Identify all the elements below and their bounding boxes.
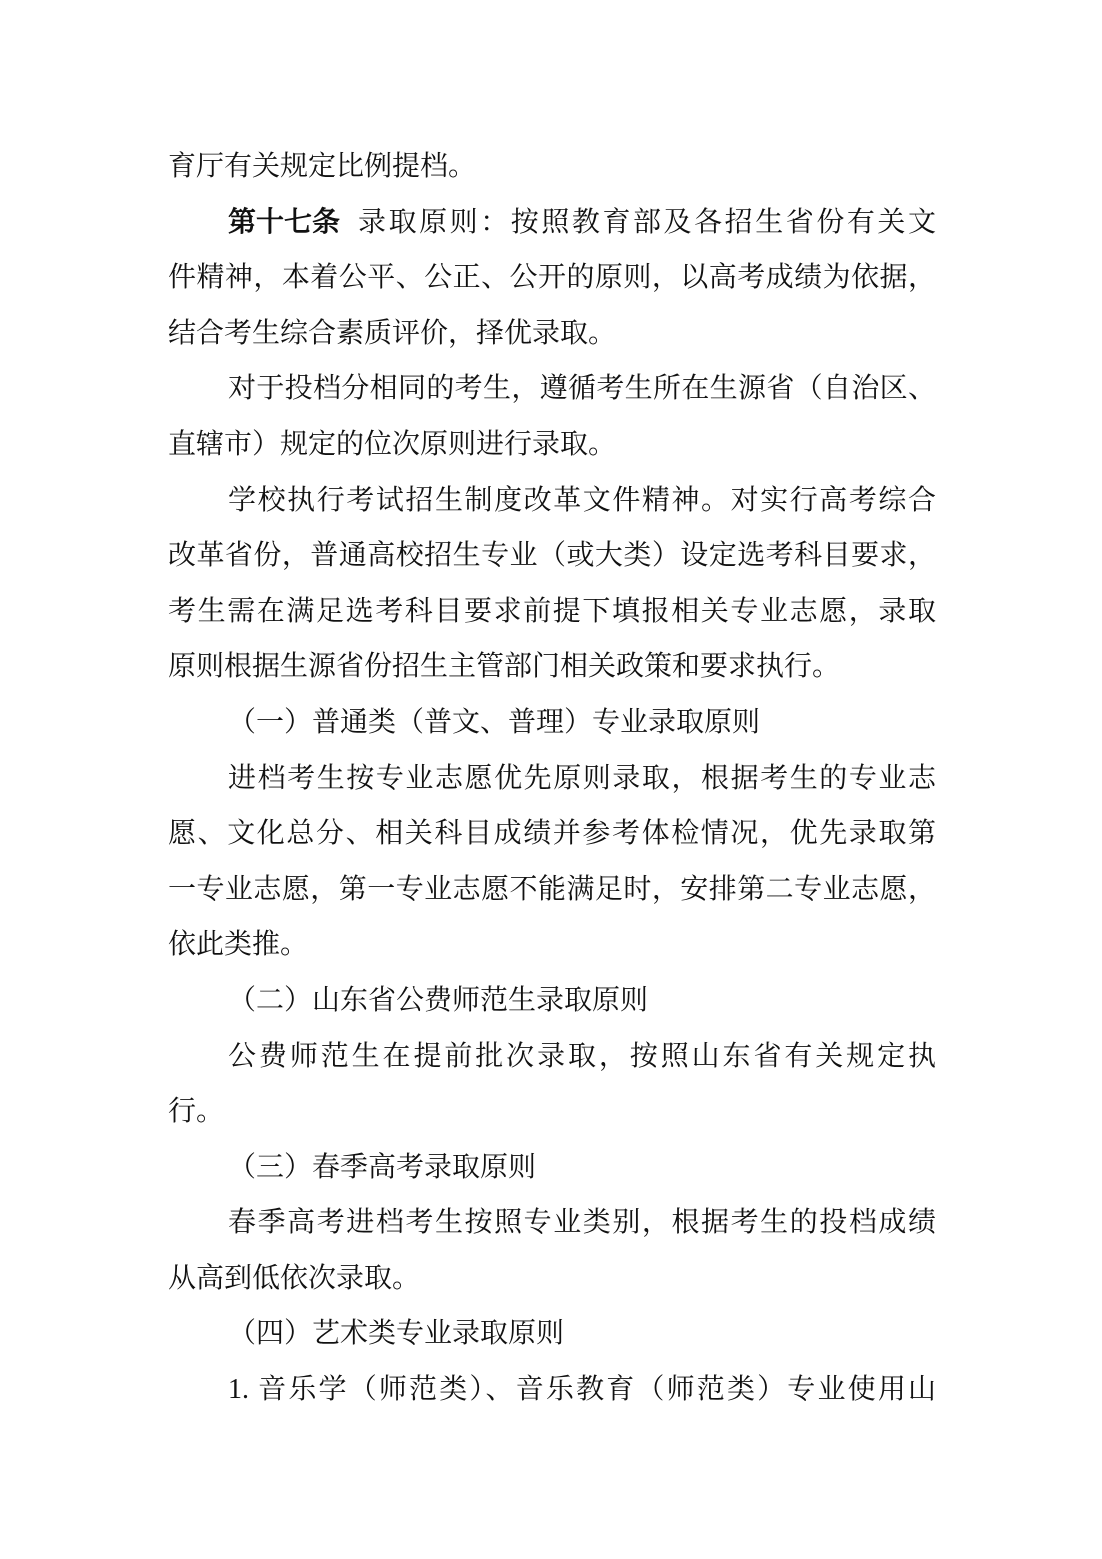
line-text: （二）山东省公费师范生录取原则 <box>228 984 649 1016</box>
line-text: 进档考生按专业志愿优先原则录取，根据考生的专业志 <box>228 762 936 794</box>
line-text: （一）普通类（普文、普理）专业录取原则 <box>228 706 761 738</box>
document-page <box>168 139 936 1418</box>
line-text: 学校执行考试招生制度改革文件精神。对实行高考综合 <box>228 484 936 516</box>
text-line <box>168 639 936 695</box>
text-line <box>168 695 936 751</box>
line-text: 件精神，本着公平、公正、公开的原则，以高考成绩为依据， <box>168 262 936 294</box>
line-text: 录取原则：按照教育部及各招生省份有关文 <box>358 206 936 238</box>
line-text: 原则根据生源省份招生主管部门相关政策和要求执行。 <box>168 651 841 683</box>
article-heading: 第十七条 <box>228 206 341 238</box>
text-line <box>168 1306 936 1362</box>
line-text: 愿、文化总分、相关科目成绩并参考体检情况，优先录取第 <box>168 818 936 850</box>
text-line <box>168 195 936 251</box>
text-line <box>168 1362 936 1418</box>
line-text: （三）春季高考录取原则 <box>228 1151 537 1183</box>
line-text: 改革省份，普通高校招生专业（或大类）设定选考科目要求， <box>168 540 936 572</box>
text-line <box>168 917 936 973</box>
line-text: 一专业志愿，第一专业志愿不能满足时，安排第二专业志愿， <box>168 873 936 905</box>
line-text: 行。 <box>168 1096 225 1128</box>
text-line <box>168 528 936 584</box>
text-line <box>168 417 936 473</box>
line-text: 对于投档分相同的考生，遵循考生所在生源省（自治区、 <box>228 373 936 405</box>
text-line <box>168 862 936 918</box>
text-line <box>168 584 936 640</box>
text-line <box>168 1251 936 1307</box>
line-text: 育厅有关规定比例提档。 <box>168 151 477 182</box>
text-line <box>168 306 936 362</box>
line-text: 依此类推。 <box>168 929 309 961</box>
line-text: 春季高考进档考生按照专业类别，根据考生的投档成绩 <box>228 1207 936 1239</box>
text-line <box>168 250 936 306</box>
line-text: 考生需在满足选考科目要求前提下填报相关专业志愿，录取 <box>168 595 936 627</box>
text-line <box>168 806 936 862</box>
text-line <box>168 1195 936 1251</box>
text-line <box>168 973 936 1029</box>
text-line <box>168 751 936 807</box>
line-text: 从高到低依次录取。 <box>168 1262 421 1294</box>
line-text: （四）艺术类专业录取原则 <box>228 1318 565 1350</box>
text-line <box>168 1084 936 1140</box>
line-text: 公费师范生在提前批次录取，按照山东省有关规定执 <box>228 1040 936 1072</box>
line-text: 1. 音乐学（师范类）、音乐教育（师范类）专业使用山 <box>228 1374 936 1406</box>
text-line <box>168 1029 936 1085</box>
text-line <box>168 361 936 417</box>
line-text: 直辖市）规定的位次原则进行录取。 <box>168 428 617 460</box>
text-line <box>168 1140 936 1196</box>
line-text: 结合考生综合素质评价，择优录取。 <box>168 317 617 349</box>
text-line <box>168 139 936 195</box>
text-line <box>168 473 936 529</box>
